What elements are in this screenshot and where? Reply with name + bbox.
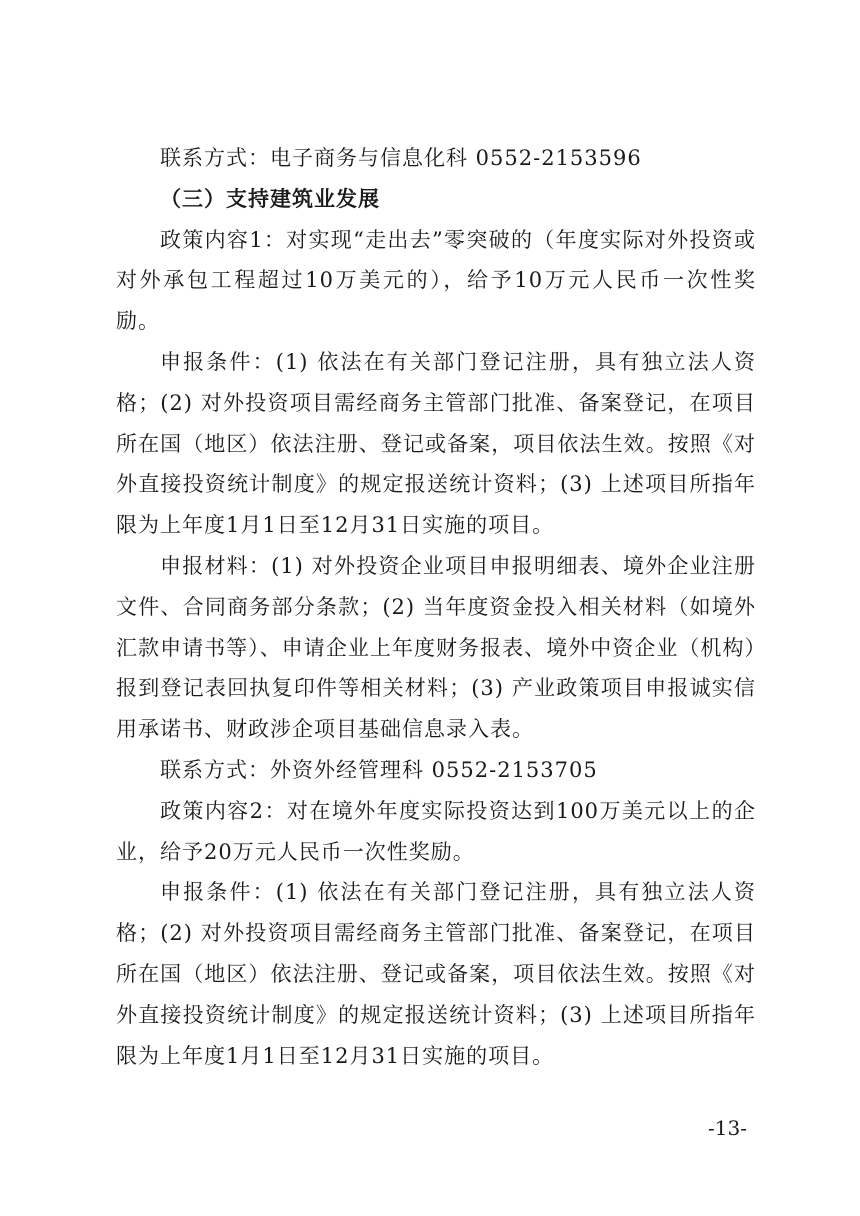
- application-conditions-1: 申报条件：(1) 依法在有关部门登记注册，具有独立法人资格；(2) 对外投资项目需经商务主管部门批准、备案登记，在项目所在国（地区）依法注册、登记或备案，项目依法生效。按照《对外直接投资统计制度》的规定报送统计资料；(3) 上述项目所指年限为上年度1月1日至12月31日实施的项目。: [116, 349, 756, 538]
- policy-content-2: 政策内容2：对在境外年度实际投资达到100万美元以上的企业，给予20万元人民币一次性奖励。: [116, 798, 756, 864]
- section-heading: （三）支持建筑业发展: [160, 185, 380, 211]
- policy-content-1: 政策内容1：对实现“走出去”零突破的（年度实际对外投资或对外承包工程超过10万美元的），给予10万元人民币一次性奖励。: [116, 227, 756, 334]
- contact-ecommerce: 联系方式：电子商务与信息化科 0552-2153596: [160, 146, 642, 170]
- page-number: -13-: [708, 1116, 747, 1140]
- application-materials: 申报材料：(1) 对外投资企业项目申报明细表、境外企业注册文件、合同商务部分条款；(2) 当年度资金投入相关材料（如境外汇款申请书等）、申请企业上年度财务报表、境外中资企业（机构）报到登记表回执复印件等相关材料；(3) 产业政策项目申报诚实信用承诺书、财政涉企项目基础信息录入表。: [116, 553, 756, 742]
- body-text: [116, 138, 756, 1076]
- contact-foreign-investment: 联系方式：外资外经管理科 0552-2153705: [160, 757, 598, 782]
- application-conditions-2: 申报条件：(1) 依法在有关部门登记注册，具有独立法人资格；(2) 对外投资项目需经商务主管部门批准、备案登记，在项目所在国（地区）依法注册、登记或备案，项目依法生效。按照《对外直接投资统计制度》的规定报送统计资料；(3) 上述项目所指年限为上年度1月1日至12月31日实施的项目。: [116, 880, 756, 1068]
